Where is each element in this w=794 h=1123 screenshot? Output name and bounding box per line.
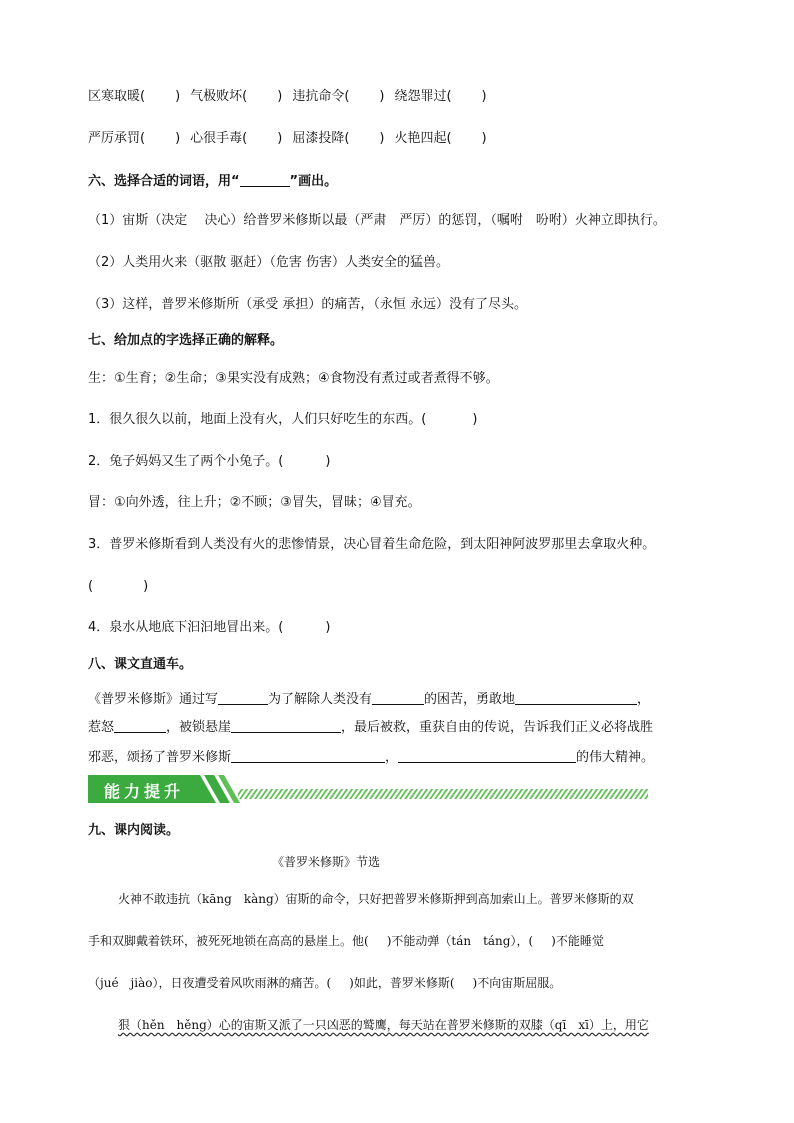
passage-line4: 狠（hěn hěng）心的宙斯又派了一只凶恶的鹫鹰，每天站在普罗米修斯的双膝（qī xī）上，用它 [118,1018,649,1032]
sec7-q1: 1．很久很久以前，地面上没有火，人们只好吃生的东西。( ) [88,412,478,427]
sheng-definition: 生：①生育；②生命；③果实没有成熟；④食物没有煮过或者煮得不够。 [88,371,499,386]
sec6-q1: （1）宙斯（决定 决心）给普罗米修斯以最（严肃 严厉）的惩罚，（嘱咐 吩咐）火神立即执行。 [88,213,666,228]
sec9-heading: 九、课内阅读。 [88,823,180,838]
blank-item: 严厉承罚( [88,131,146,146]
passage-line3: （jué jiào），日夜遭受着风吹雨淋的痛苦。( )如此，普罗米修斯( )不向宙斯屈服。 [88,976,562,990]
sec7-q2: 2．兔子妈妈又生了两个小兔子。( ) [88,454,331,469]
ability-banner [88,772,648,806]
banner-label: 能力提升 [104,782,185,801]
blank-item: 违抗命令( [292,89,350,104]
sec6-q3: （3）这样，普罗米修斯所（承受 承担）的痛苦，（永恒 永远）没有了尽头。 [88,297,528,312]
sec8-line1: 《普罗米修斯》通过写 为了解除人类没有 的困苦，勇敢地 ， [88,692,651,707]
passage-line2: 手和双脚戴着铁环，被死死地锁在高高的悬崖上。他( )不能动弹（tán táng），( )不能睡觉 [88,934,604,948]
sec8-heading: 八、课文直通车。 [88,657,193,672]
sec6-heading: 六、选择合适的词语，用“ ”画出。 [88,174,338,189]
sec5-row2: 严厉承罚( ) 心很手毒( ) 屈漆投降( ) 火艳四起( ) [88,131,487,146]
sec6-q2: （2）人类用火来（驱散 驱赶）（危害 伤害）人类安全的猛兽。 [88,255,450,270]
blank-item: 火艳四起( [394,131,452,146]
passage-title: 《普罗米修斯》节选 [272,855,381,869]
blank-item: 区寒取暖( [88,89,146,104]
sec8-line2: 惹怒 ，被锁悬崖 ，最后被救，重获自由的传说，告诉我们正义必将战胜 [88,720,654,735]
sec7-q3: 3．普罗米修斯看到人类没有火的悲惨情景，决心冒着生命危险，到太阳神阿波罗那里去拿取火种。 [88,537,656,552]
blank-item: 屈漆投降( [292,131,350,146]
sec7-heading: 七、给加点的字选择正确的解释。 [88,333,284,348]
blank-item: 绕怨罪过( [394,89,452,104]
sec7-q4: 4．泉水从地底下汩汩地冒出来。( ) [88,620,331,635]
sec5-row1: 区寒取暖( ) 气极败坏( ) 违抗命令( ) 绕怨罪过( ) [88,89,487,104]
sec7-q3-answer: ( ) [88,579,149,594]
blank-item: 气极败坏( [190,89,248,104]
sec8-line3: 邪恶，颂扬了普罗米修斯 ， 的伟大精神。 [88,750,655,765]
mao-definition: 冒：①向外透，往上升；②不顾；③冒失，冒昧；④冒充。 [88,495,421,510]
underline-sample [240,172,290,187]
blank-item: 心很手毒( [190,131,248,146]
passage-line1: 火神不敢违抗（kāng kàng）宙斯的命令，只好把普罗米修斯押到高加索山上。普罗米修斯的双 [118,892,634,906]
